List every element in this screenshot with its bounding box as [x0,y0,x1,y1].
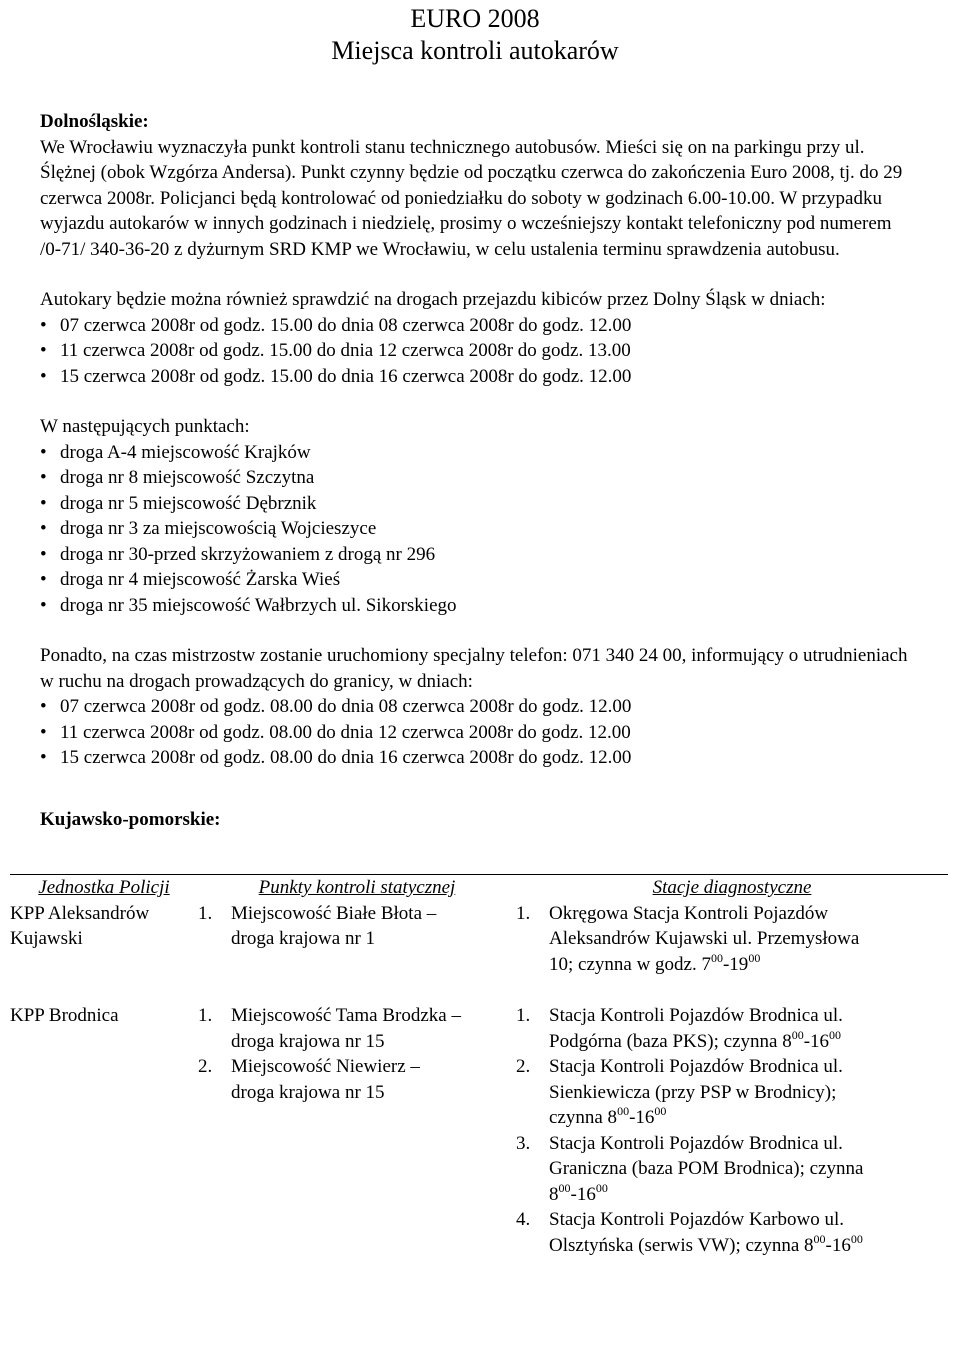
header-points: Punkty kontroli statycznej [198,875,516,901]
list-item: 1. Stacja Kontroli Pojazdów Brodnica ul. Podgórna (baza PKS); czynna $8^{00}-16^{00}$ [516,1005,843,1052]
list-item: 2. Miejscowość Niewierz – droga krajowa nr 15 [198,1056,420,1103]
table-header-row [10,875,948,901]
header-stations: Stacje diagnostyczne [516,875,948,901]
cell-stations [516,901,948,978]
list-item: • 07 czerwca 2008r od godz. 15.00 do dnia 08 czerwca 2008r do godz. 12.00 [40,313,910,339]
list-item: • droga nr 3 za miejscowością Wojcieszyce [40,516,910,542]
list-item: • droga nr 35 miejscowość Wałbrzych ul. Sikorskiego [40,593,910,619]
list-item: • droga nr 4 miejscowość Żarska Wieś [40,567,910,593]
header-unit: Jednostka Policji [10,875,198,901]
list-item: 3. Stacja Kontroli Pojazdów Brodnica ul. Graniczna (baza POM Brodnica); czynna $8^{00}-16^{00}$ [516,1132,864,1205]
checkpoint-list [40,440,910,619]
list-item: 2. Stacja Kontroli Pojazdów Brodnica ul. Sienkiewicza (przy PSP w Brodnicy); czynna $8^{00}-16^{00}$ [516,1056,843,1128]
list-item: 1. Miejscowość Tama Brodzka – droga krajowa nr 15 [198,1005,461,1052]
document-page [40,0,910,832]
date-list-phone [40,694,910,771]
cell-unit: KPP Aleksandrów Kujawski [10,902,150,949]
list-item: • droga nr 8 miejscowość Szczytna [40,465,910,491]
list-item: 1. Miejscowość Białe Błota – droga krajowa nr 1 [198,902,437,949]
title-line-1: EURO 2008 [410,4,540,33]
list-item: • 11 czerwca 2008r od godz. 08.00 do dnia 12 czerwca 2008r do godz. 12.00 [40,720,910,746]
section-heading-dolnoslaskie: Dolnośląskie: [40,111,149,132]
list-item: • 07 czerwca 2008r od godz. 08.00 do dnia 08 czerwca 2008r do godz. 12.00 [40,694,910,720]
points-intro: W następujących punktach: [40,416,250,437]
list-item: • droga nr 5 miejscowość Dębrznik [40,491,910,517]
list-item: 1. Okręgowa Stacja Kontroli Pojazdów Aleksandrów Kujawski ul. Przemysłowa 10; czynna w godz. $7^{00}-19^{00}$ [516,902,860,975]
list-item: 4. Stacja Kontroli Pojazdów Karbowo ul. Olsztyńska (serwis VW); czynna $8^{00}-16^{00}$ [516,1209,863,1256]
stations-table [10,874,948,1258]
date-list-checks [40,313,910,390]
list-item: • 11 czerwca 2008r od godz. 15.00 do dnia 12 czerwca 2008r do godz. 13.00 [40,338,910,364]
list-item: • 15 czerwca 2008r od godz. 15.00 do dnia 16 czerwca 2008r do godz. 12.00 [40,364,910,390]
cell-stations [516,1003,948,1258]
paragraph-phone-info: Ponadto, na czas mistrzostw zostanie uruchomiony specjalny telefon: 071 340 24 00, informujący o utrudnieniach w ruchu na drogach prowadzących do granicy, w dniach: [40,645,908,692]
cell-points [198,901,516,978]
cell-points [198,1003,516,1258]
table-row [10,1003,948,1258]
document-title [40,0,910,67]
title-line-2: Miejsca kontroli autokarów [331,36,619,65]
cell-unit: KPP Brodnica [10,1005,119,1026]
table-row [10,901,948,978]
list-item: • 15 czerwca 2008r od godz. 08.00 do dnia 16 czerwca 2008r do godz. 12.00 [40,745,910,771]
section-heading-kujawsko: Kujawsko-pomorskie: [40,808,221,830]
list-item: • droga nr 30-przed skrzyżowaniem z drogą nr 296 [40,542,910,568]
paragraph-route-checks: Autokary będzie można również sprawdzić na drogach przejazdu kibiców przez Dolny Śląsk w dniach: [40,289,826,310]
paragraph-wroclaw-checkpoint: We Wrocławiu wyznaczyła punkt kontroli stanu technicznego autobusów. Mieści się on na parkingu przy ul. Ślężnej (obok Wzgórza Andersa). Punkt czynny będzie od początku czerwca do zakończenia Euro 2008, tj. do 29 czerwca 2008r. Policjanci będą kontrolować od poniedziałku do soboty w godzinach 6.00-10.00. W przypadku wyjazdu autokarów w innych godzinach i niedzielę, prosimy o wcześniejszy kontakt telefoniczny pod numerem /0-71/ 340-36-20 z dyżurnym SRD KMP we Wrocławiu, w celu ustalenia terminu sprawdzenia autobusu. [40,136,903,260]
list-item: • droga A-4 miejscowość Krajków [40,440,910,466]
